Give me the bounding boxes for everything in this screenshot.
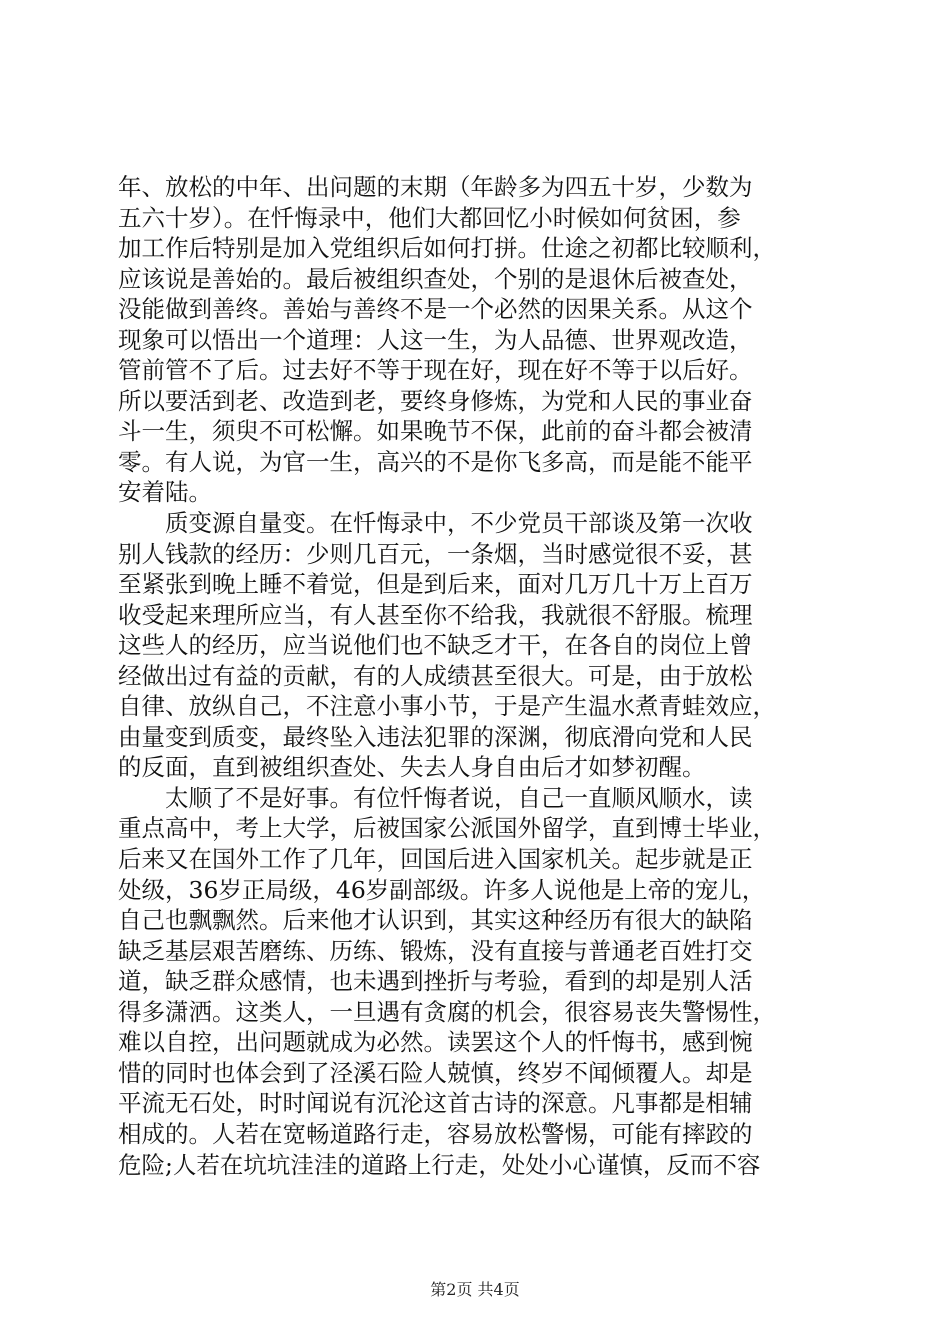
text-line: 所以要活到老、改造到老，要终身修炼，为党和人民的事业奋 <box>118 386 753 415</box>
text-line: 安着陆。 <box>118 478 212 507</box>
text-line: 太顺了不是好事。有位忏悔者说，自己一直顺风顺水，读 <box>118 783 753 812</box>
text-line: 经做出过有益的贡献，有的人成绩甚至很大。可是，由于放松 <box>118 661 753 690</box>
text-line: 质变源自量变。在忏悔录中，不少党员干部谈及第一次收 <box>118 509 753 538</box>
body-text <box>118 172 833 1180</box>
text-line: 道，缺乏群众感情，也未遇到挫折与考验，看到的却是别人活 <box>118 967 753 996</box>
text-line: 年、放松的中年、出问题的末期（年龄多为四五十岁，少数为 <box>118 173 753 201</box>
text-line: 自己也飘飘然。后来他才认识到，其实这种经历有很大的缺陷 <box>118 906 753 935</box>
text-line: 缺乏基层艰苦磨练、历练、锻炼，没有直接与普通老百姓打交 <box>118 936 753 965</box>
text-line: 的反面，直到被组织查处、失去人身自由后才如梦初醒。 <box>118 753 706 782</box>
text-line: 现象可以悟出一个道理：人这一生，为人品德、世界观改造， <box>118 325 753 354</box>
text-line: 别人钱款的经历：少则几百元，一条烟，当时感觉很不妥，甚 <box>118 539 753 568</box>
text-line: 惜的同时也体会到了泾溪石险人兢慎，终岁不闻倾覆人。却是 <box>118 1058 753 1087</box>
text-line: 这些人的经历，应当说他们也不缺乏才干，在各自的岗位上曾 <box>118 631 753 660</box>
text-line: 处级，36岁正局级，46岁副部级。许多人说他是上帝的宠儿， <box>118 875 766 904</box>
text-line: 相成的。人若在宽畅道路行走，容易放松警惕，可能有摔跤的 <box>118 1119 753 1148</box>
text-line: 零。有人说，为官一生，高兴的不是你飞多高，而是能不能平 <box>118 447 753 476</box>
text-line: 自律、放纵自己，不注意小事小节，于是产生温水煮青蛙效应， <box>118 692 776 721</box>
text-line: 加工作后特别是加入党组织后如何打拼。仕途之初都比较顺利， <box>118 234 776 263</box>
text-line: 平流无石处，时时闻说有沉沦这首古诗的深意。凡事都是相辅 <box>118 1089 753 1118</box>
text-line: 应该说是善始的。最后被组织查处，个别的是退休后被查处， <box>118 264 753 293</box>
text-line: 危险;人若在坑坑洼洼的道路上行走，处处小心谨慎，反而不容 <box>118 1150 761 1179</box>
text-line: 难以自控，出问题就成为必然。读罢这个人的忏悔书，感到惋 <box>118 1028 753 1057</box>
page-number-label: 第2页 共4页 <box>430 1280 520 1299</box>
text-line: 收受起来理所应当，有人甚至你不给我，我就很不舒服。梳理 <box>118 600 753 629</box>
text-line: 管前管不了后。过去好不等于现在好，现在好不等于以后好。 <box>118 356 753 385</box>
page-footer <box>0 1280 950 1300</box>
text-line: 得多潇洒。这类人，一旦遇有贪腐的机会，很容易丧失警惕性， <box>118 997 776 1026</box>
text-line: 至紧张到晚上睡不着觉，但是到后来，面对几万几十万上百万 <box>118 570 753 599</box>
text-line: 后来又在国外工作了几年，回国后进入国家机关。起步就是正 <box>118 845 753 874</box>
text-line: 没能做到善终。善始与善终不是一个必然的因果关系。从这个 <box>118 295 753 324</box>
text-line: 五六十岁）。在忏悔录中，他们大都回忆小时候如何贫困，参 <box>118 203 741 232</box>
text-line: 由量变到质变，最终坠入违法犯罪的深渊，彻底滑向党和人民 <box>118 722 753 751</box>
text-line: 重点高中，考上大学，后被国家公派国外留学，直到博士毕业， <box>118 814 776 843</box>
text-line: 斗一生，须臾不可松懈。如果晚节不保，此前的奋斗都会被清 <box>118 417 753 446</box>
